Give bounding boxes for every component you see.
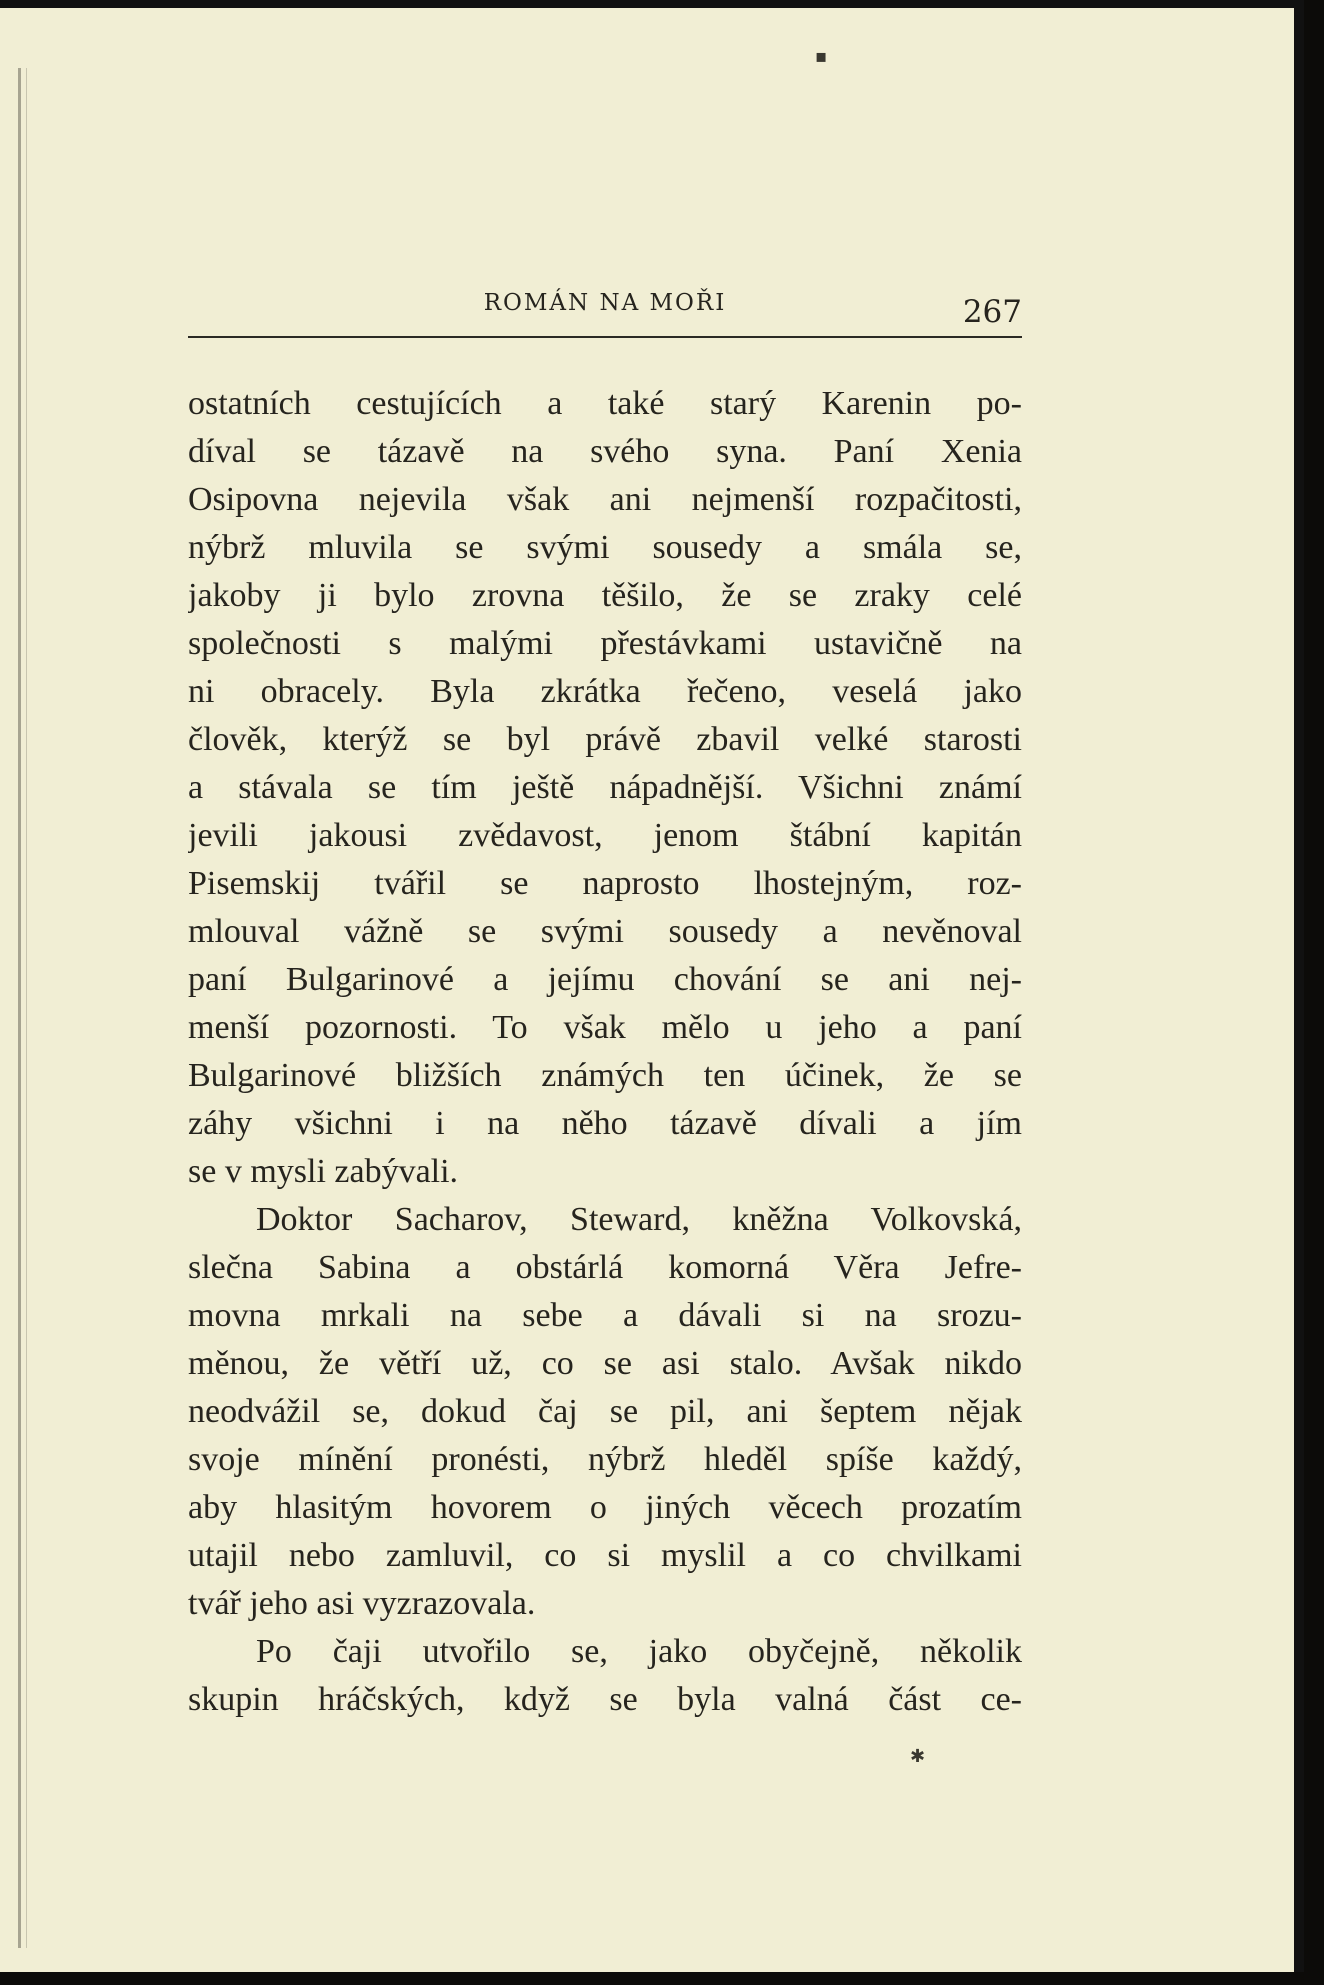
text-line: a stávala se tím ještě nápadnější. Všichni známí [188, 769, 1022, 806]
text-line-paragraph-end: se v mysli zabývali. [188, 1153, 459, 1190]
text-line: svoje mínění pronésti, nýbrž hleděl spíše každý, [188, 1441, 1022, 1478]
text-line: utajil nebo zamluvil, co si myslil a co chvilkami [188, 1537, 1022, 1574]
text-line-paragraph-start: Po čaji utvořilo se, jako obyčejně, několik [256, 1633, 1022, 1670]
text-line: díval se tázavě na svého syna. Paní Xenia [188, 433, 1022, 470]
text-line: společnosti s malými přestávkami ustavičně na [188, 625, 1022, 662]
text-line: mlouval vážně se svými sousedy a nevěnoval [188, 913, 1022, 950]
text-line: jakoby ji bylo zrovna těšilo, že se zraky celé [188, 577, 1022, 614]
text-line: Osipovna nejevila však ani nejmenší rozpačitosti, [188, 481, 1022, 518]
text-line: paní Bulgarinové a jejímu chování se ani nej- [188, 961, 1022, 998]
binding-gutter-line-secondary [26, 68, 27, 1948]
text-line: nýbrž mluvila se svými sousedy a smála se, [188, 529, 1022, 566]
text-line: skupin hráčských, když se byla valná část ce- [188, 1681, 1022, 1718]
ink-speck-top: ▪ [815, 46, 828, 67]
text-line: ostatních cestujících a také starý Karenin po- [188, 385, 1022, 422]
text-line: Bulgarinové bližších známých ten účinek, že se [188, 1057, 1022, 1094]
text-line: záhy všichni i na něho tázavě dívali a jím [188, 1105, 1022, 1142]
text-line: jevili jakousi zvědavost, jenom štábní kapitán [188, 817, 1022, 854]
ink-speck-bottom: ✱ [910, 1746, 926, 1767]
text-line: aby hlasitým hovorem o jiných věcech prozatím [188, 1489, 1022, 1526]
text-line: člověk, kterýž se byl právě zbavil velké starosti [188, 721, 1022, 758]
binding-gutter-line [18, 68, 21, 1948]
body-text [188, 380, 1022, 1724]
text-line: neodvážil se, dokud čaj se pil, ani šeptem nějak [188, 1393, 1022, 1430]
running-title: ROMÁN NA MOŘI [483, 290, 727, 316]
text-line: Pisemskij tvářil se naprosto lhostejným, roz- [188, 865, 1022, 902]
text-line-paragraph-end: tvář jeho asi vyzrazovala. [188, 1585, 536, 1622]
page-header [188, 276, 1022, 338]
text-line: ni obracely. Byla zkrátka řečeno, veselá jako [188, 673, 1022, 710]
text-line-paragraph-start: Doktor Sacharov, Steward, kněžna Volkovská, [256, 1201, 1022, 1238]
text-line: menší pozornosti. To však mělo u jeho a paní [188, 1009, 1022, 1046]
text-line: měnou, že větří už, co se asi stalo. Avšak nikdo [188, 1345, 1022, 1382]
page-number: 267 [962, 294, 1022, 330]
text-line: slečna Sabina a obstárlá komorná Věra Jefre- [188, 1249, 1022, 1286]
text-line: movna mrkali na sebe a dávali si na srozu- [188, 1297, 1022, 1334]
